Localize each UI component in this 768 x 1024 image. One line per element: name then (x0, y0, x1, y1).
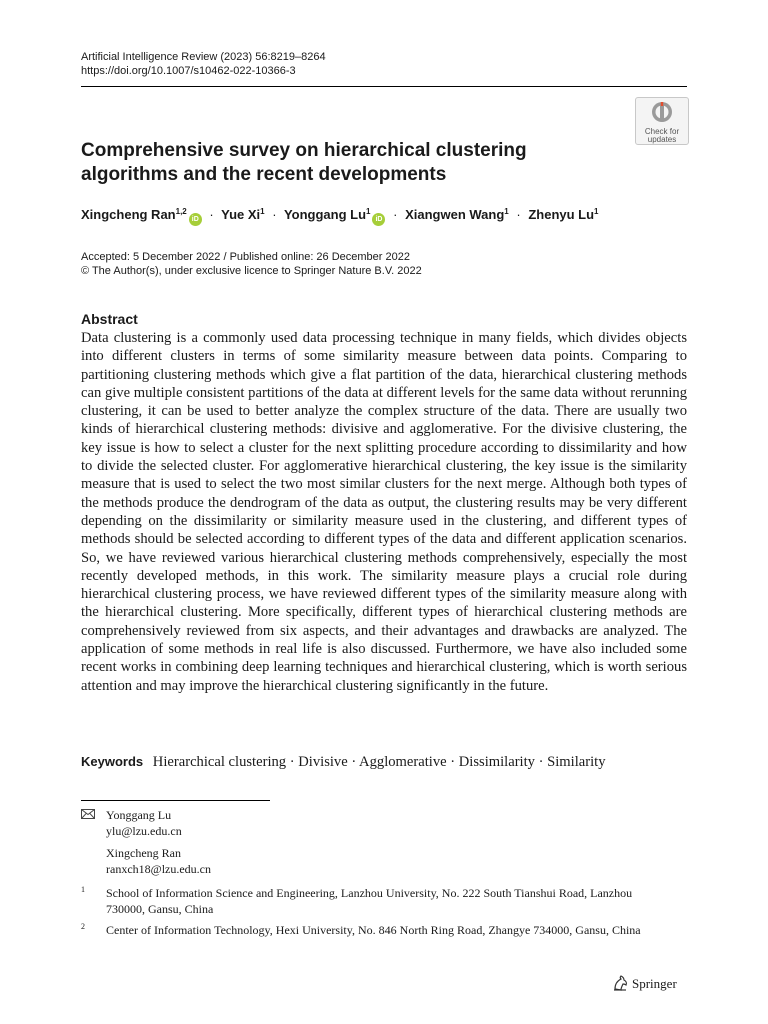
keywords (81, 753, 606, 771)
envelope-icon (81, 809, 95, 819)
author-name[interactable]: Zhenyu Lu (528, 207, 595, 222)
footnote-rule (81, 800, 270, 801)
accepted-published-line: Accepted: 5 December 2022 / Published online: 26 December 2022 (81, 251, 410, 263)
correspondence-block (81, 807, 211, 877)
journal-header (81, 50, 326, 78)
journal-citation: Artificial Intelligence Review (2023) 56:8219–8264 (81, 51, 326, 63)
affiliation-number: 1 (81, 885, 85, 894)
author-affiliation-sup: 1 (260, 207, 265, 216)
publication-dates (81, 250, 422, 278)
author-affiliation-sup: 1 (504, 207, 509, 216)
author-list (81, 207, 599, 226)
contact-name: Yonggang Lu (106, 808, 172, 822)
orcid-icon[interactable]: iD (189, 213, 202, 226)
author-name[interactable]: Xingcheng Ran (81, 207, 176, 222)
abstract-body: Data clustering is a commonly used data processing technique in many fields, which divides objects into different clusters in terms of some similarity measure between data points. Comparing to partitioning clustering methods which give a flat partition of the data, hierarchical clustering methods can give multiple consistent partitions of the data at different levels for the same data without rerunning clustering, it can be used to better analyze the complex structure of the data. There are usually two kinds of hierarchical clustering methods: divisive and agglomerative. For the divisive clustering, the key issue is how to select a cluster for the next splitting procedure according to dissimilarity and how to divide the selected cluster. For agglomerative hierarchical clustering, the key issue is the similarity measure that is used to select the two most similar clusters for the next merge. Although both types of the methods produce the dendrogram of the data as output, the clustering results may be very different depending on the dissimilarity or similarity measure used in the clustering, and different types of methods should be selected according to different types of the data and different application scenarios. So, we have reviewed various hierarchical clustering methods comprehensively, especially the most recently developed methods, in this work. The similarity measure plays a crucial role during hierarchical clustering process, we have reviewed different types of the similarity measure along with the hierarchical clustering. More specifically, different types of hierarchical clustering methods are comprehensively reviewed from six aspects, and their advantages and drawbacks are analyzed. The application of some methods in real life is also discussed. Furthermore, we have also included some recent works in combining deep learning techniques and hierarchical clustering, which is worth serious attention and may improve the hierarchical clustering significantly in the future. (81, 330, 687, 694)
header-rule (81, 86, 687, 87)
orcid-icon[interactable]: iD (372, 213, 385, 226)
author-separator: · (393, 207, 398, 222)
author-affiliation-sup: 1 (366, 207, 371, 216)
check-for-updates-line1: Check for (644, 127, 680, 136)
author-name[interactable]: Xiangwen Wang (405, 207, 505, 222)
publisher-logo (612, 975, 677, 993)
keywords-label: Keywords (81, 754, 144, 769)
check-for-updates-icon (651, 101, 673, 123)
publisher-name: Springer (632, 976, 677, 991)
affiliation-text: Center of Information Technology, Hexi University, No. 846 North Ring Road, Zhangye 734000, Gansu, China (106, 923, 641, 937)
affiliation (81, 885, 687, 917)
check-for-updates-badge[interactable] (635, 97, 689, 145)
doi-link[interactable]: https://doi.org/10.1007/s10462-022-10366-3 (81, 65, 296, 77)
affiliation-number: 2 (81, 922, 85, 931)
correspondence-contact (81, 845, 211, 877)
author-name[interactable]: Yonggang Lu (283, 207, 367, 222)
author-separator: · (209, 207, 214, 222)
contact-email[interactable]: ranxch18@lzu.edu.cn (106, 862, 212, 876)
springer-horse-icon (612, 975, 628, 991)
affiliation (81, 922, 687, 938)
author-affiliation-sup: 1,2 (175, 207, 187, 216)
contact-email[interactable]: ylu@lzu.edu.cn (106, 824, 182, 838)
abstract-heading: Abstract (81, 311, 138, 327)
copyright-line: © The Author(s), under exclusive licence to Springer Nature B.V. 2022 (81, 265, 422, 277)
check-for-updates-line2: updates (647, 135, 677, 144)
correspondence-contact (81, 807, 211, 839)
affiliation-text: School of Information Science and Engineering, Lanzhou University, No. 222 South Tianshui Road, Lanzhou 730000, Gansu, China (106, 886, 633, 916)
keywords-text: Hierarchical clustering · Divisive · Agglomerative · Dissimilarity · Similarity (152, 754, 606, 770)
author-separator: · (516, 207, 521, 222)
author-affiliation-sup: 1 (594, 207, 599, 216)
author-separator: · (272, 207, 277, 222)
author-name[interactable]: Yue Xi (221, 207, 261, 222)
paper-title: Comprehensive survey on hierarchical clustering algorithms and the recent developments (81, 140, 527, 185)
contact-name: Xingcheng Ran (106, 846, 181, 860)
